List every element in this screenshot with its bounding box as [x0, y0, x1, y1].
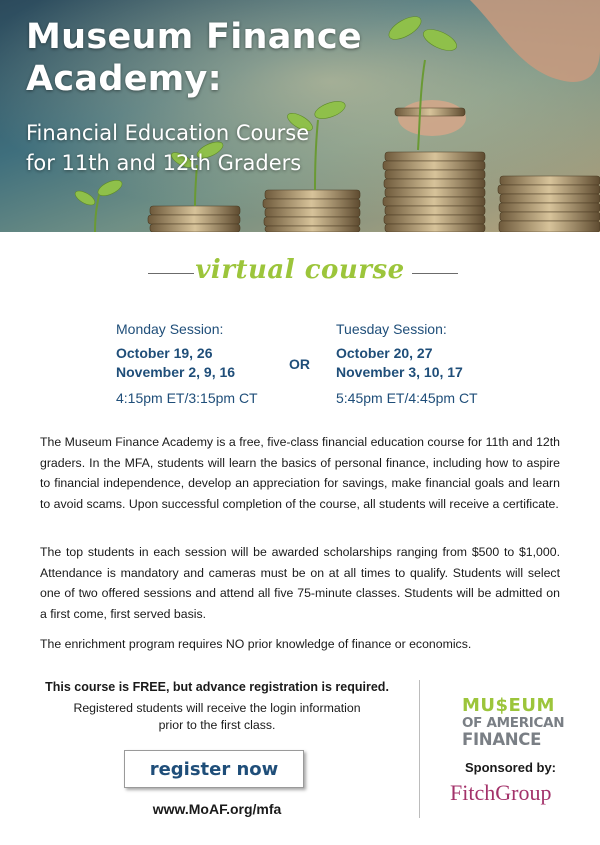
- subtitle-line-1: Financial Education Course: [26, 121, 310, 145]
- body-paragraph-2: The top students in each session will be awarded scholarships ranging from $500 to $1,000. Attendance is mandatory and cameras must be on at all times to qualify. Students will select one of two offered sessions and attend all five 75-minute classes. Students will be admitted on a first come, first served basis.: [40, 545, 560, 621]
- hero-banner: [0, 0, 600, 232]
- logo-line-3: FINANCE: [462, 730, 542, 749]
- vertical-divider: [419, 680, 420, 818]
- tuesday-heading: Tuesday Session:: [336, 321, 447, 337]
- subtitle-line-2: for 11th and 12th Graders: [26, 151, 302, 175]
- login-info: [20, 700, 414, 734]
- format-label: virtual course: [195, 255, 405, 285]
- body-paragraph-3: The enrichment program requires NO prior knowledge of finance or economics.: [40, 637, 472, 651]
- login-info-line-2: prior to the first class.: [158, 718, 276, 732]
- title-line-1: Museum Finance: [26, 17, 362, 57]
- format-label-row: [0, 255, 600, 289]
- monday-dates-line-1: October 19, 26: [116, 345, 213, 361]
- body-paragraph-1: The Museum Finance Academy is a free, five-class financial education course for 11th and 12th graders. In the MFA, students will learn the basics of personal finance, including how to aspire to financial independence, develop an appreciation for savings, make financial goals and learn to avoid scams. Upon successful completion of the course, all students will receive a certificate.: [40, 435, 560, 511]
- fitch-group-logo: FitchGroup: [450, 780, 552, 805]
- divider-right: [412, 273, 458, 274]
- title-line-2: Academy:: [26, 59, 222, 99]
- tuesday-dates-line-1: October 20, 27: [336, 345, 433, 361]
- page-subtitle: [26, 118, 309, 178]
- tuesday-dates-line-2: November 3, 10, 17: [336, 364, 463, 380]
- session-separator: OR: [289, 356, 310, 372]
- logo-line-1: MU$EUM: [462, 695, 555, 716]
- monday-time: 4:15pm ET/3:15pm CT: [116, 390, 258, 406]
- free-notice: This course is FREE, but advance registration is required.: [45, 680, 389, 694]
- monday-heading: Monday Session:: [116, 321, 224, 337]
- registration-url-link[interactable]: www.MoAF.org/mfa: [152, 801, 282, 817]
- monday-session: [116, 320, 258, 407]
- logo-line-2: OF AMERICAN: [462, 715, 565, 731]
- page-title: [26, 16, 362, 100]
- sponsored-by-label: Sponsored by:: [465, 760, 557, 775]
- tuesday-time: 5:45pm ET/4:45pm CT: [336, 390, 478, 406]
- tuesday-session: [336, 320, 478, 407]
- monday-dates-line-2: November 2, 9, 16: [116, 364, 236, 380]
- museum-of-american-finance-logo: [462, 697, 564, 748]
- register-now-button[interactable]: register now: [124, 750, 304, 788]
- login-info-line-1: Registered students will receive the login information: [73, 701, 361, 715]
